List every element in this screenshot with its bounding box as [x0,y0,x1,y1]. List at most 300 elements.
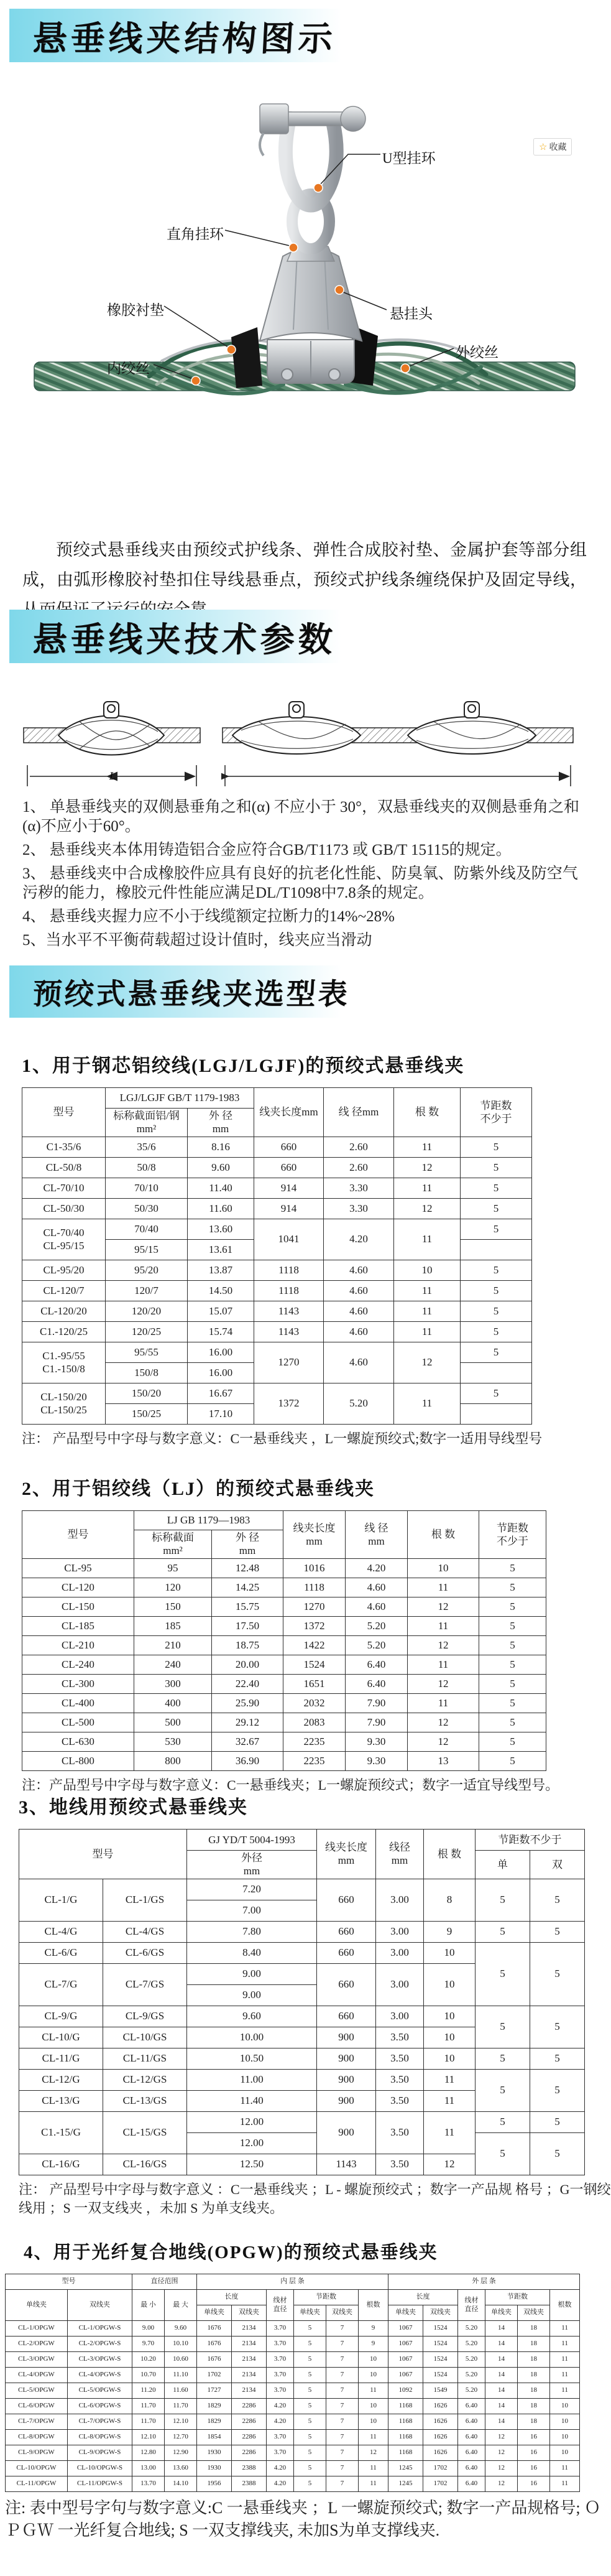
table-cell: 5.20 [458,2368,485,2383]
table-cell: 5 [475,1942,530,2006]
table-row [6,2337,580,2352]
table-row [6,2476,580,2492]
table-cell: 16 [518,2445,550,2461]
table-cell: CL-11/G [19,2048,103,2069]
table-cell: 1676 [197,2337,232,2352]
table-cell: 2235 [283,1732,346,1751]
table-cell: 12 [408,1732,479,1751]
table-cell: 6.40 [346,1655,408,1674]
table-cell: 4.20 [324,1219,394,1260]
table-cell: 5.20 [458,2337,485,2352]
table-cell: 12 [394,1198,461,1219]
table-row [22,1383,532,1403]
table-cell: 1524 [423,2321,458,2337]
table-cell: CL-3/OPGW-S [68,2352,132,2368]
table-cell: 15.74 [188,1321,254,1342]
table-cell: CL-800 [22,1751,134,1770]
header-cell: 线 径 mm [346,1511,408,1559]
table-cell: 12 [394,1157,461,1178]
table-cell: CL-120/7 [22,1280,106,1301]
table-cell: CL-150 [22,1597,134,1616]
table-cell: 1626 [423,2414,458,2430]
table-cell: 5 [475,2006,530,2048]
label-u-ring: U型挂环 [382,151,436,166]
table-cell: 6.40 [458,2476,485,2492]
table-cell: 3.70 [267,2368,294,2383]
table-cell: 660 [317,1921,376,1942]
cotter-pin [260,133,264,156]
table-cell: 5 [479,1616,546,1635]
table-cell: 2388 [232,2461,267,2476]
table-cell: 1702 [197,2368,232,2383]
section-ground-wire [19,1792,611,2218]
table-cell: 2286 [232,2399,267,2414]
table-cell: 13.60 [165,2461,197,2476]
table-cell: 1702 [423,2476,458,2492]
table-cell: 1854 [197,2430,232,2445]
table-cell: 7.80 [187,1921,317,1942]
clamp-illustration [0,93,611,445]
table-cell: 8.16 [188,1137,254,1157]
table-cell: 12.50 [187,2154,317,2175]
label-hang-head: 悬挂头 [390,306,433,322]
table-cell: 3.50 [376,2154,424,2175]
table-cell: 11 [550,2461,580,2476]
table-cell: CL-9/G [19,2006,103,2027]
table-cell: 3.00 [376,2006,424,2027]
table-cell: 5 [294,2430,326,2445]
table-cell: 3.70 [267,2321,294,2337]
table-cell: 7.90 [346,1693,408,1713]
table-cell: 5 [294,2337,326,2352]
header-cell: 型号 [19,1830,187,1879]
header-cell: 单线夹 [388,2305,423,2321]
table-cell: 2134 [232,2337,267,2352]
table-cell: 1143 [254,1321,324,1342]
table-cell: 5 [461,1321,532,1342]
table-cell: 7 [326,2368,359,2383]
table-cell: 1092 [388,2383,423,2399]
table-cell: 3.70 [267,2445,294,2461]
table-cell: 1067 [388,2321,423,2337]
table-cell: 5 [479,1674,546,1693]
table-cell: 10 [424,2027,475,2048]
table-cell: 1168 [388,2430,423,2445]
table-cell: 32.67 [212,1732,283,1751]
table-row [19,1879,585,1900]
table-cell: CL-4/G [19,1921,103,1942]
table-cell: 10 [424,2048,475,2069]
table-cell: CL-9/OPGW [6,2445,68,2461]
table-cell: 11 [359,2461,388,2476]
table-row [6,2430,580,2445]
header-cell: 根数 [359,2290,388,2321]
table-cell: 530 [134,1732,212,1751]
table-cell: 500 [134,1713,212,1732]
table-cell: 660 [254,1137,324,1157]
table-cell: CL-500 [22,1713,134,1732]
favorite-label: 收藏 [549,142,567,152]
table-cell: 5.20 [458,2352,485,2368]
table-cell: 1168 [388,2414,423,2430]
table-cell: 185 [134,1616,212,1635]
table-cell: 17.10 [188,1403,254,1424]
table-row [22,1597,546,1616]
table-cell: 10 [550,2399,580,2414]
table-cell: CL-9/OPGW-S [68,2445,132,2461]
table-cell: 9 [424,1921,475,1942]
banner-selection [9,965,351,1018]
table-cell: CL-50/30 [22,1198,106,1219]
table-cell: 5 [294,2445,326,2461]
table-cell: 11 [550,2476,580,2492]
header-cell: 根 数 [424,1830,475,1879]
table-cell: 12.48 [212,1558,283,1578]
table-cell: 16 [518,2461,550,2476]
table-cell: 4.60 [324,1342,394,1383]
table-cell: 12 [408,1635,479,1655]
table-row [6,2352,580,2368]
table-cell: 2235 [283,1751,346,1770]
table-cell: CL-10/GS [103,2027,187,2048]
table-cell: 2286 [232,2445,267,2461]
table-cell: 5 [461,1219,532,1239]
table-cell: 1372 [254,1383,324,1424]
table-cell: 16.00 [188,1342,254,1362]
table-row [22,1219,532,1239]
table-cell: C1.-15/G [19,2111,103,2154]
table-cell: 800 [134,1751,212,1770]
table-cell: 70/40 [106,1219,188,1239]
table-cell: 10 [424,2006,475,2027]
table-cell: 1930 [197,2445,232,2461]
table-cell: CL-150/20 CL-150/25 [22,1383,106,1424]
table-cell: 5 [475,2132,530,2175]
table-row [22,1732,546,1751]
label-outer-rods: 外绞丝 [456,345,498,360]
table-cell: CL-1/OPGW [6,2321,68,2337]
header-cell: GJ YD/T 5004-1993 [187,1830,317,1851]
table-cell: 35/6 [106,1137,188,1157]
table-cell: CL-12/G [19,2069,103,2090]
section-title: 2、用于铝绞线（LJ）的预绞式悬垂线夹 [22,1479,375,1499]
table-cell: 11 [424,2090,475,2111]
table-cell: 900 [317,2069,376,2090]
table-cell: 11 [394,1321,461,1342]
table-cell: 11.70 [165,2399,197,2414]
single-clamp-drawing [22,692,203,794]
header-cell: 双线夹 [423,2305,458,2321]
table-cell: 10 [550,2430,580,2445]
table-row [6,2321,580,2337]
table-cell: CL-15/GS [103,2111,187,2154]
table-cell: 7 [326,2383,359,2399]
table-cell: 5 [461,1260,532,1280]
table-cell: 16.00 [188,1362,254,1383]
table-cell: 11.20 [132,2383,165,2399]
header-cell: 长度 [197,2290,267,2305]
table-cell: 12 [485,2445,518,2461]
table-cell: 6.40 [458,2461,485,2476]
section-opgw [5,2238,611,2542]
header-cell: 线径 mm [376,1830,424,1879]
table-cell: 10.50 [187,2048,317,2069]
table-cell: 10 [550,2414,580,2430]
tech-note: 3、 悬垂线夹中合成橡胶件应具有良好的抗老化性能、防臭氧、防紫外线及防空气污秽的能力，橡胶元件性能应满足DL/T1098中7.8条的规定。 [22,865,578,901]
header-cell: 标称截面 mm² [134,1530,212,1559]
table-cell: CL-11/OPGW-S [68,2476,132,2492]
table-cell: 1651 [283,1674,346,1693]
table-cell: 7.00 [187,1900,317,1921]
table-cell: CL-10/OPGW-S [68,2461,132,2476]
table-cell: 95 [134,1558,212,1578]
table-cell: 150/8 [106,1362,188,1383]
banner-params-title: 悬垂线夹技术参数 [32,618,338,659]
table-cell: 240 [134,1655,212,1674]
table-cell: 70/10 [106,1178,188,1198]
table-cell: CL-11/GS [103,2048,187,2069]
table-row [22,1157,532,1178]
table-cell: 5 [479,1597,546,1616]
table-cell: 18 [518,2352,550,2368]
table-cell: 12.00 [187,2111,317,2132]
header-cell: 双线夹 [68,2290,132,2321]
header-cell: 单线夹 [485,2305,518,2321]
header-cell: 最 小 [132,2290,165,2321]
table-cell: 5 [294,2461,326,2476]
table-cell: 11.70 [132,2414,165,2430]
table-row [22,1655,546,1674]
table-cell: 11 [359,2476,388,2492]
table-cell: CL-7/OPGW-S [68,2414,132,2430]
table-cell: 2388 [232,2476,267,2492]
header-cell: 长度 [388,2290,458,2305]
table-cell: 10 [359,2368,388,2383]
table-cell: 400 [134,1693,212,1713]
table-cell: 5 [461,1280,532,1301]
section-title: 3、地线用预绞式悬垂线夹 [19,1797,248,1818]
table-cell [461,1403,532,1424]
table-cell: 3.50 [376,2069,424,2090]
table-cell: 10.20 [132,2352,165,2368]
dimension-drawings [0,687,611,793]
header-cell: 单线夹 [294,2305,326,2321]
banner-structure-title: 悬垂线夹结构图示 [32,17,338,58]
table-cell: 18.75 [212,1635,283,1655]
header-cell: 根 数 [394,1088,461,1137]
table-cell: CL-120 [22,1578,134,1597]
header-cell: 双线夹 [326,2305,359,2321]
table-cell: 4.60 [324,1260,394,1280]
table-cell: 900 [317,2027,376,2048]
table-cell: 7 [326,2399,359,2414]
table-cell: 5 [479,1751,546,1770]
table-row [22,1321,532,1342]
table-cell: 14 [485,2368,518,2383]
header-cell: 直径范围 [132,2274,197,2290]
table-cell: 7 [326,2352,359,2368]
table-cell: 11 [550,2368,580,2383]
table-cell: CL-185 [22,1616,134,1635]
table-cell: CL-70/40 CL-95/15 [22,1219,106,1260]
header-cell: 线夹长度mm [254,1088,324,1137]
table-cell: 3.50 [376,2027,424,2048]
table-cell: 9.60 [187,2006,317,2027]
table-row [19,2006,585,2027]
table-cell: 1524 [283,1655,346,1674]
table-cell: 15.07 [188,1301,254,1321]
header-cell: 双线夹 [232,2305,267,2321]
table-cell: 5 [294,2399,326,2414]
table-cell: 95/55 [106,1342,188,1362]
table-cell: 14 [485,2352,518,2368]
table-cell: 14 [485,2321,518,2337]
header-cell: 线夹长度 mm [283,1511,346,1559]
table-row [22,1178,532,1198]
table-cell: CL-13/GS [103,2090,187,2111]
table-cell: 5 [530,2111,585,2132]
table-cell: 3.70 [267,2337,294,2352]
table-cell: 5 [479,1693,546,1713]
table-cell: 11 [394,1383,461,1424]
table-cell: CL-12/GS [103,2069,187,2090]
table-cell: 3.70 [267,2430,294,2445]
table-cell: 4.20 [267,2414,294,2430]
table-row [22,1198,532,1219]
table-cell: 6.40 [458,2399,485,2414]
table-cell: 11 [408,1578,479,1597]
table-cell: 1676 [197,2321,232,2337]
table-cell: 11.60 [165,2383,197,2399]
table-row [22,1674,546,1693]
table-cell: 5.20 [346,1616,408,1635]
table-cell: C1.-95/55 C1.-150/8 [22,1342,106,1383]
table-note: 注：产品型号中字母与数字意义：C一悬垂线夹；L一螺旋预绞式；数字一适宜导线型号。 [22,1777,559,1793]
table-row [22,1088,532,1109]
technical-notes [22,797,589,954]
table-cell: 36.90 [212,1751,283,1770]
table-cell: 10 [359,2414,388,2430]
table-cell: 4.20 [267,2399,294,2414]
table-cell: C1.-120/25 [22,1321,106,1342]
table-cell: 50/30 [106,1198,188,1219]
header-cell: 双线夹 [518,2305,550,2321]
header-cell: LGJ/LGJF GB/T 1179-1983 [106,1088,254,1109]
table-cell: 1676 [197,2352,232,2368]
table-cell: 150 [134,1597,212,1616]
table-cell: 5.20 [458,2383,485,2399]
table-cell: 8 [424,1879,475,1921]
table-cell: CL-10/G [19,2027,103,2048]
table-cell: 12 [485,2476,518,2492]
table-cell: 4.20 [267,2461,294,2476]
table-cell: 1549 [423,2383,458,2399]
table-cell: CL-13/G [19,2090,103,2111]
table-cell: 5 [294,2476,326,2492]
table-cell: 5 [479,1558,546,1578]
table-cell: 12.00 [187,2132,317,2154]
table-cell: CL-50/8 [22,1157,106,1178]
table-cell: 660 [317,1879,376,1921]
table-cell: 12.90 [165,2445,197,2461]
table-cell: 1143 [317,2154,376,2175]
table-cell: CL-210 [22,1635,134,1655]
table-cell: 1829 [197,2414,232,2430]
table-cell: 95/15 [106,1239,188,1260]
ground-wire-table [19,1829,585,2175]
table-cell: 3.00 [376,1963,424,2006]
table-cell: 3.00 [376,1921,424,1942]
header-cell: 单线夹 [6,2290,68,2321]
table-row [19,1830,585,1851]
table-cell: 11.60 [188,1198,254,1219]
table-cell: 6.40 [458,2414,485,2430]
table-cell: 5 [530,1921,585,1942]
table-cell: 2083 [283,1713,346,1732]
table-cell: 4.60 [324,1301,394,1321]
table-cell: CL-6/OPGW-S [68,2399,132,2414]
table-cell: 5 [530,1879,585,1921]
table-cell: 12 [485,2430,518,2445]
table-cell: CL-4/GS [103,1921,187,1942]
table-row [6,2274,580,2290]
table-cell: 5 [461,1137,532,1157]
table-cell: CL-5/OPGW-S [68,2383,132,2399]
opgw-table [5,2274,580,2492]
table-cell: 5 [479,1635,546,1655]
table-cell: 3.30 [324,1178,394,1198]
table-cell: 150/20 [106,1383,188,1403]
table-cell: 18 [518,2368,550,2383]
table-cell: 5 [461,1198,532,1219]
section-title: 4、用于光纤复合地线(OPGW)的预绞式悬垂线夹 [24,2243,438,2262]
table-cell: CL-120/20 [22,1301,106,1321]
table-cell: 4.60 [346,1578,408,1597]
table-cell: 5 [461,1178,532,1198]
table-cell: 18 [518,2321,550,2337]
table-cell: 1422 [283,1635,346,1655]
table-cell: 2286 [232,2414,267,2430]
label-rubber-liner: 橡胶衬垫 [107,302,164,318]
table-cell: 10 [550,2445,580,2461]
table-cell: 5 [530,2069,585,2111]
table-cell: 1118 [283,1578,346,1597]
section-lj [22,1473,559,1795]
label-inner-rods: 内绞丝 [107,361,150,376]
table-cell: 5 [479,1713,546,1732]
table-cell: 1067 [388,2352,423,2368]
table-row [6,2368,580,2383]
table-cell: 11.40 [188,1178,254,1198]
table-cell: 1524 [423,2368,458,2383]
table-cell: 120/20 [106,1301,188,1321]
table-note: 注： 产品型号中字母与数字意义 ：C一悬垂线夹 ；L - 螺旋预绞式 ；数字一产品规 格号 ；G一钢绞线用 ；S 一双支线夹 ，未加 S 为单支线夹。 [19,2181,611,2216]
table-cell: CL-95 [22,1558,134,1578]
table-row [6,2290,580,2305]
table-cell: CL-3/OPGW [6,2352,68,2368]
table-cell: CL-400 [22,1693,134,1713]
clamp-photo [0,93,611,445]
table-note: 注： 产品型号中字母与数字意义：C一悬垂线夹 ，L一螺旋预绞式;数字一适用导线型号 [22,1430,543,1446]
table-cell: 12 [408,1674,479,1693]
header-cell: 线材 直径 [267,2290,294,2321]
table-cell: 12.10 [132,2430,165,2445]
table-cell: 3.00 [376,1942,424,1963]
table-cell: 2134 [232,2352,267,2368]
table-cell: 7.20 [187,1879,317,1900]
header-cell: 标称截面铝/钢 mm² [106,1109,188,1137]
table-cell: CL-16/GS [103,2154,187,2175]
